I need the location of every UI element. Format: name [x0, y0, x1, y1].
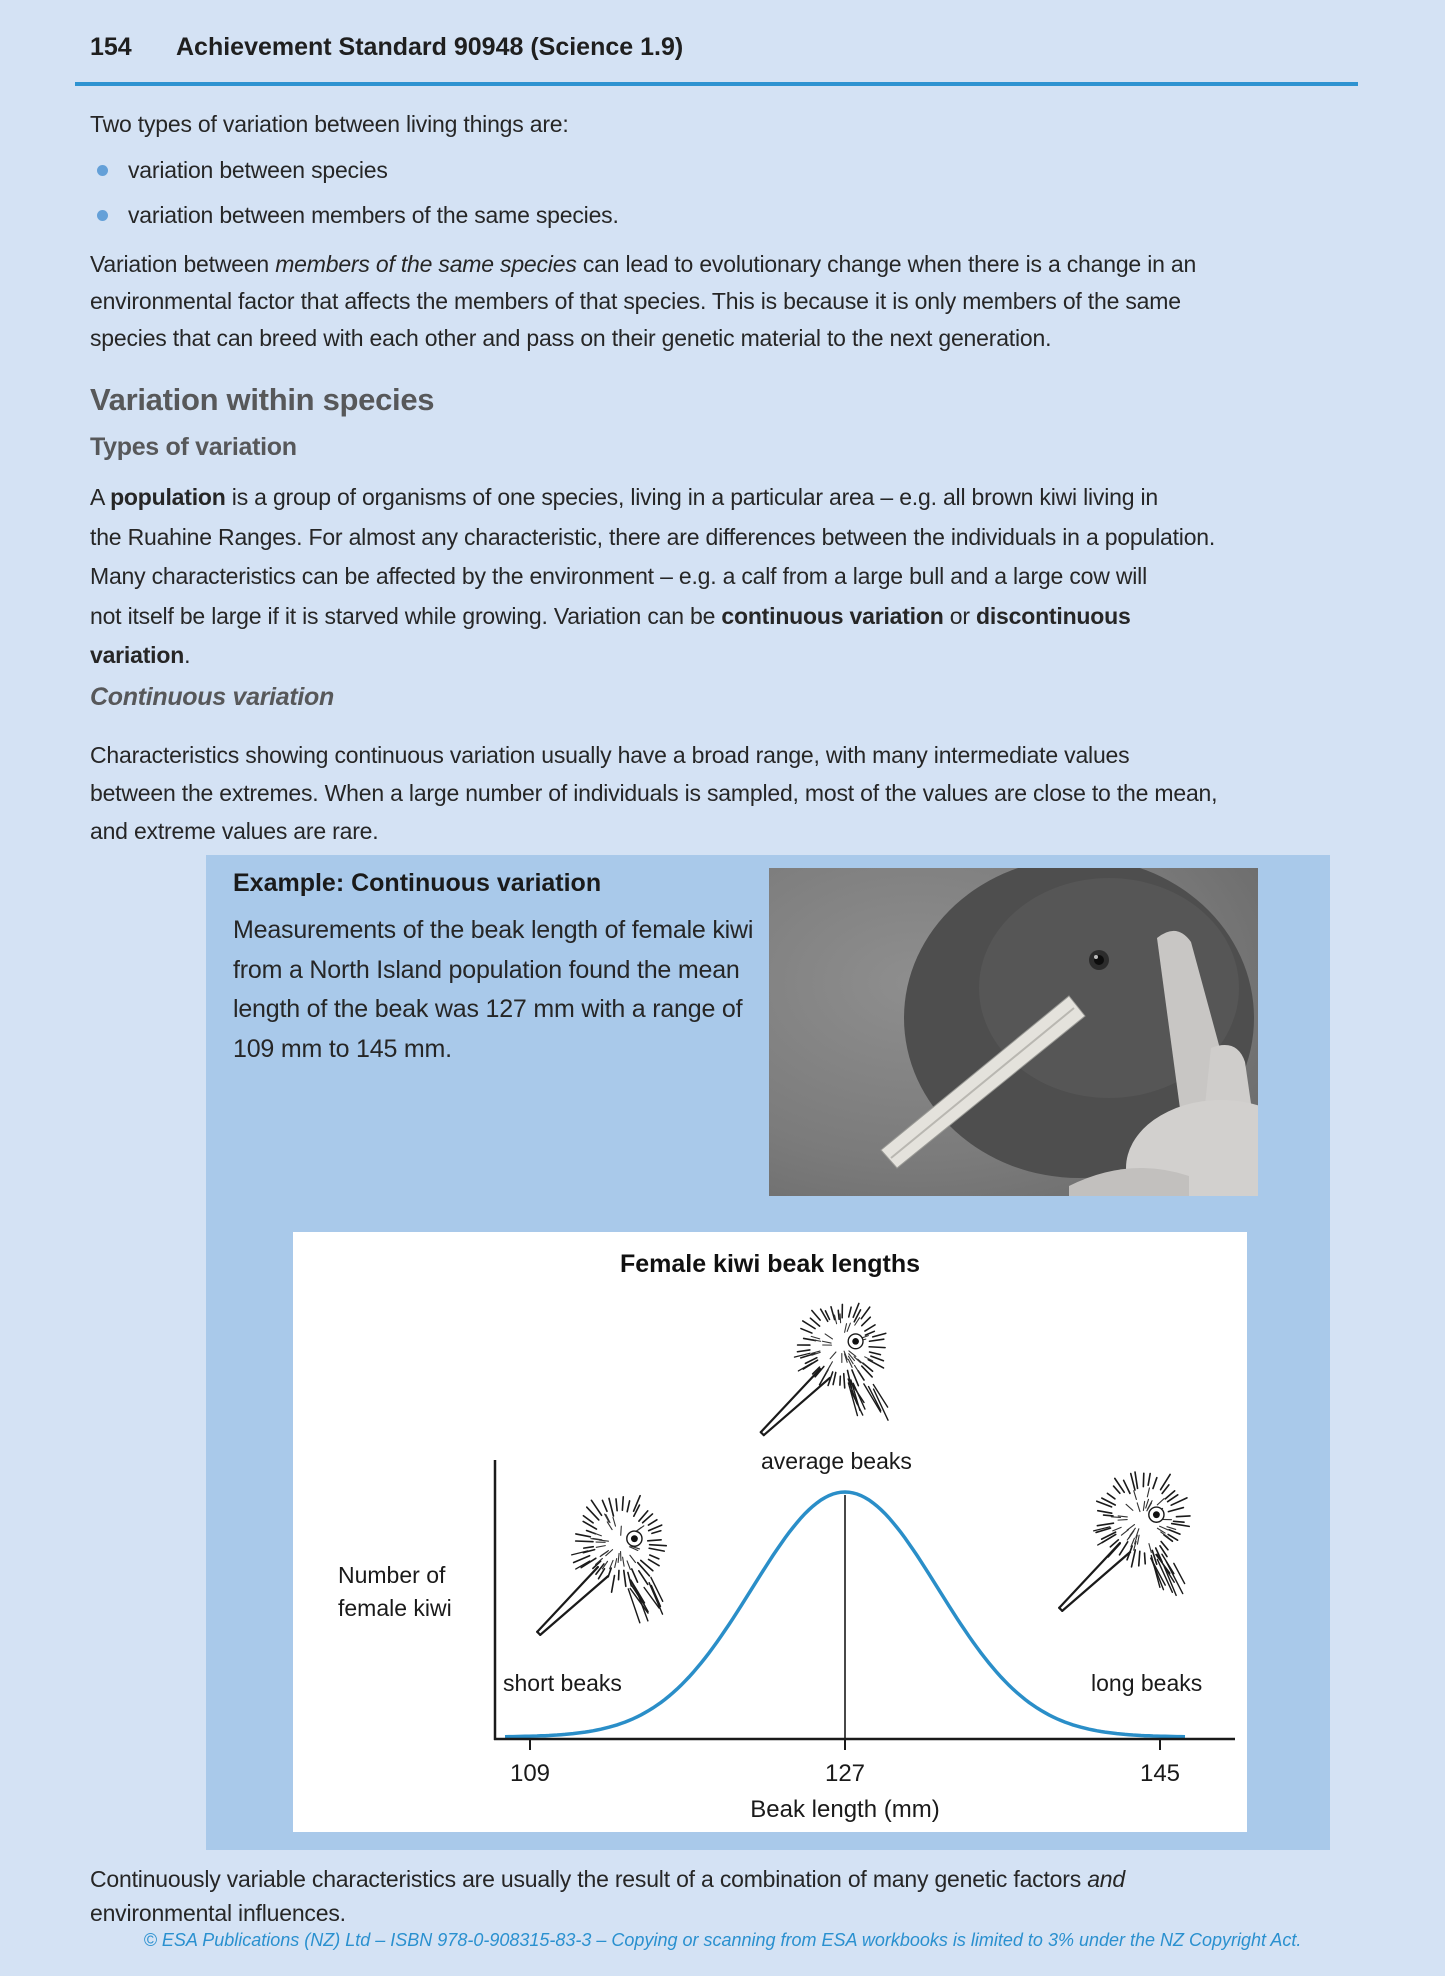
kiwi-photo	[769, 868, 1258, 1196]
tick-145: 145	[1139, 1760, 1181, 1787]
text-line: environmental influences.	[90, 1900, 346, 1926]
y-axis-label-line: Number of	[338, 1562, 446, 1588]
label-short-beaks: short beaks	[503, 1670, 622, 1696]
body-paragraph	[90, 736, 1217, 850]
y-axis-label	[338, 1562, 452, 1622]
text-line: A population is a group of organisms of one species, living in a particular area – e.g. all brown kiwi living in	[90, 484, 1159, 510]
bullet-dot-icon	[97, 165, 108, 176]
text-line: Continuously variable characteristics are usually the result of a combination of many genetic factors and	[90, 1866, 1125, 1892]
section-heading: Variation within species	[90, 382, 435, 417]
text-line: between the extremes. When a large number of individuals is sampled, most of the values are close to the mean,	[90, 780, 1218, 806]
body-paragraph	[90, 478, 1215, 676]
text-line: environmental factor that affects the members of that species. This is because it is only members of the same	[90, 288, 1181, 314]
text-line: Characteristics showing continuous variation usually have a broad range, with many intermediate values	[90, 742, 1130, 768]
intro-lead: Two types of variation between living things are:	[90, 111, 569, 137]
text-line: not itself be large if it is starved while growing. Variation can be continuous variation or discontinuous	[90, 602, 1131, 629]
text-line: Many characteristics can be affected by the environment – e.g. a calf from a large bull and a large cow will	[90, 563, 1147, 589]
closing-paragraph	[90, 1862, 1125, 1930]
example-box	[206, 855, 1330, 1850]
text-line: and extreme values are rare.	[90, 818, 379, 844]
page-number: 154	[90, 33, 132, 61]
text-line: variation.	[90, 642, 191, 668]
x-axis-label: Beak length (mm)	[750, 1796, 940, 1823]
example-paragraph	[233, 911, 753, 1069]
chart-panel	[293, 1232, 1247, 1832]
page-footer: © ESA Publications (NZ) Ltd – ISBN 978-0-908315-83-3 – Copying or scanning from ESA workbooks is limited to 3% under the NZ Copyright Act.	[143, 1930, 1302, 1950]
bullet-item: variation between members of the same species.	[128, 202, 619, 228]
chart-title: Female kiwi beak lengths	[619, 1250, 921, 1278]
text-line: 109 mm to 145 mm.	[233, 1034, 452, 1063]
label-long-beaks: long beaks	[1091, 1670, 1203, 1696]
text-line: Variation between members of the same species can lead to evolutionary change when there is a change in an	[90, 251, 1197, 277]
tick-127: 127	[824, 1760, 866, 1787]
subsection-heading: Types of variation	[90, 433, 297, 461]
plot-area	[293, 1232, 1247, 1832]
text-line: length of the beak was 127 mm with a range of	[233, 995, 743, 1023]
y-axis-label-line: female kiwi	[338, 1595, 452, 1621]
text-line: species that can breed with each other and pass on their genetic material to the next generation.	[90, 325, 1052, 351]
text-line: Measurements of the beak length of female kiwi	[233, 916, 754, 944]
header-rule	[75, 82, 1358, 86]
bullet-dot-icon	[97, 210, 108, 221]
page-title: Achievement Standard 90948 (Science 1.9)	[176, 33, 684, 61]
example-heading: Example: Continuous variation	[233, 869, 602, 897]
bullet-item: variation between species	[128, 157, 388, 183]
label-average-beaks: average beaks	[761, 1448, 912, 1474]
text-line: the Ruahine Ranges. For almost any characteristic, there are differences between the individuals in a population.	[90, 523, 1216, 550]
text-line: from a North Island population found the mean	[233, 955, 740, 984]
body-paragraph	[90, 246, 1196, 357]
subsection-heading-italic: Continuous variation	[90, 683, 335, 711]
tick-109: 109	[509, 1760, 551, 1787]
